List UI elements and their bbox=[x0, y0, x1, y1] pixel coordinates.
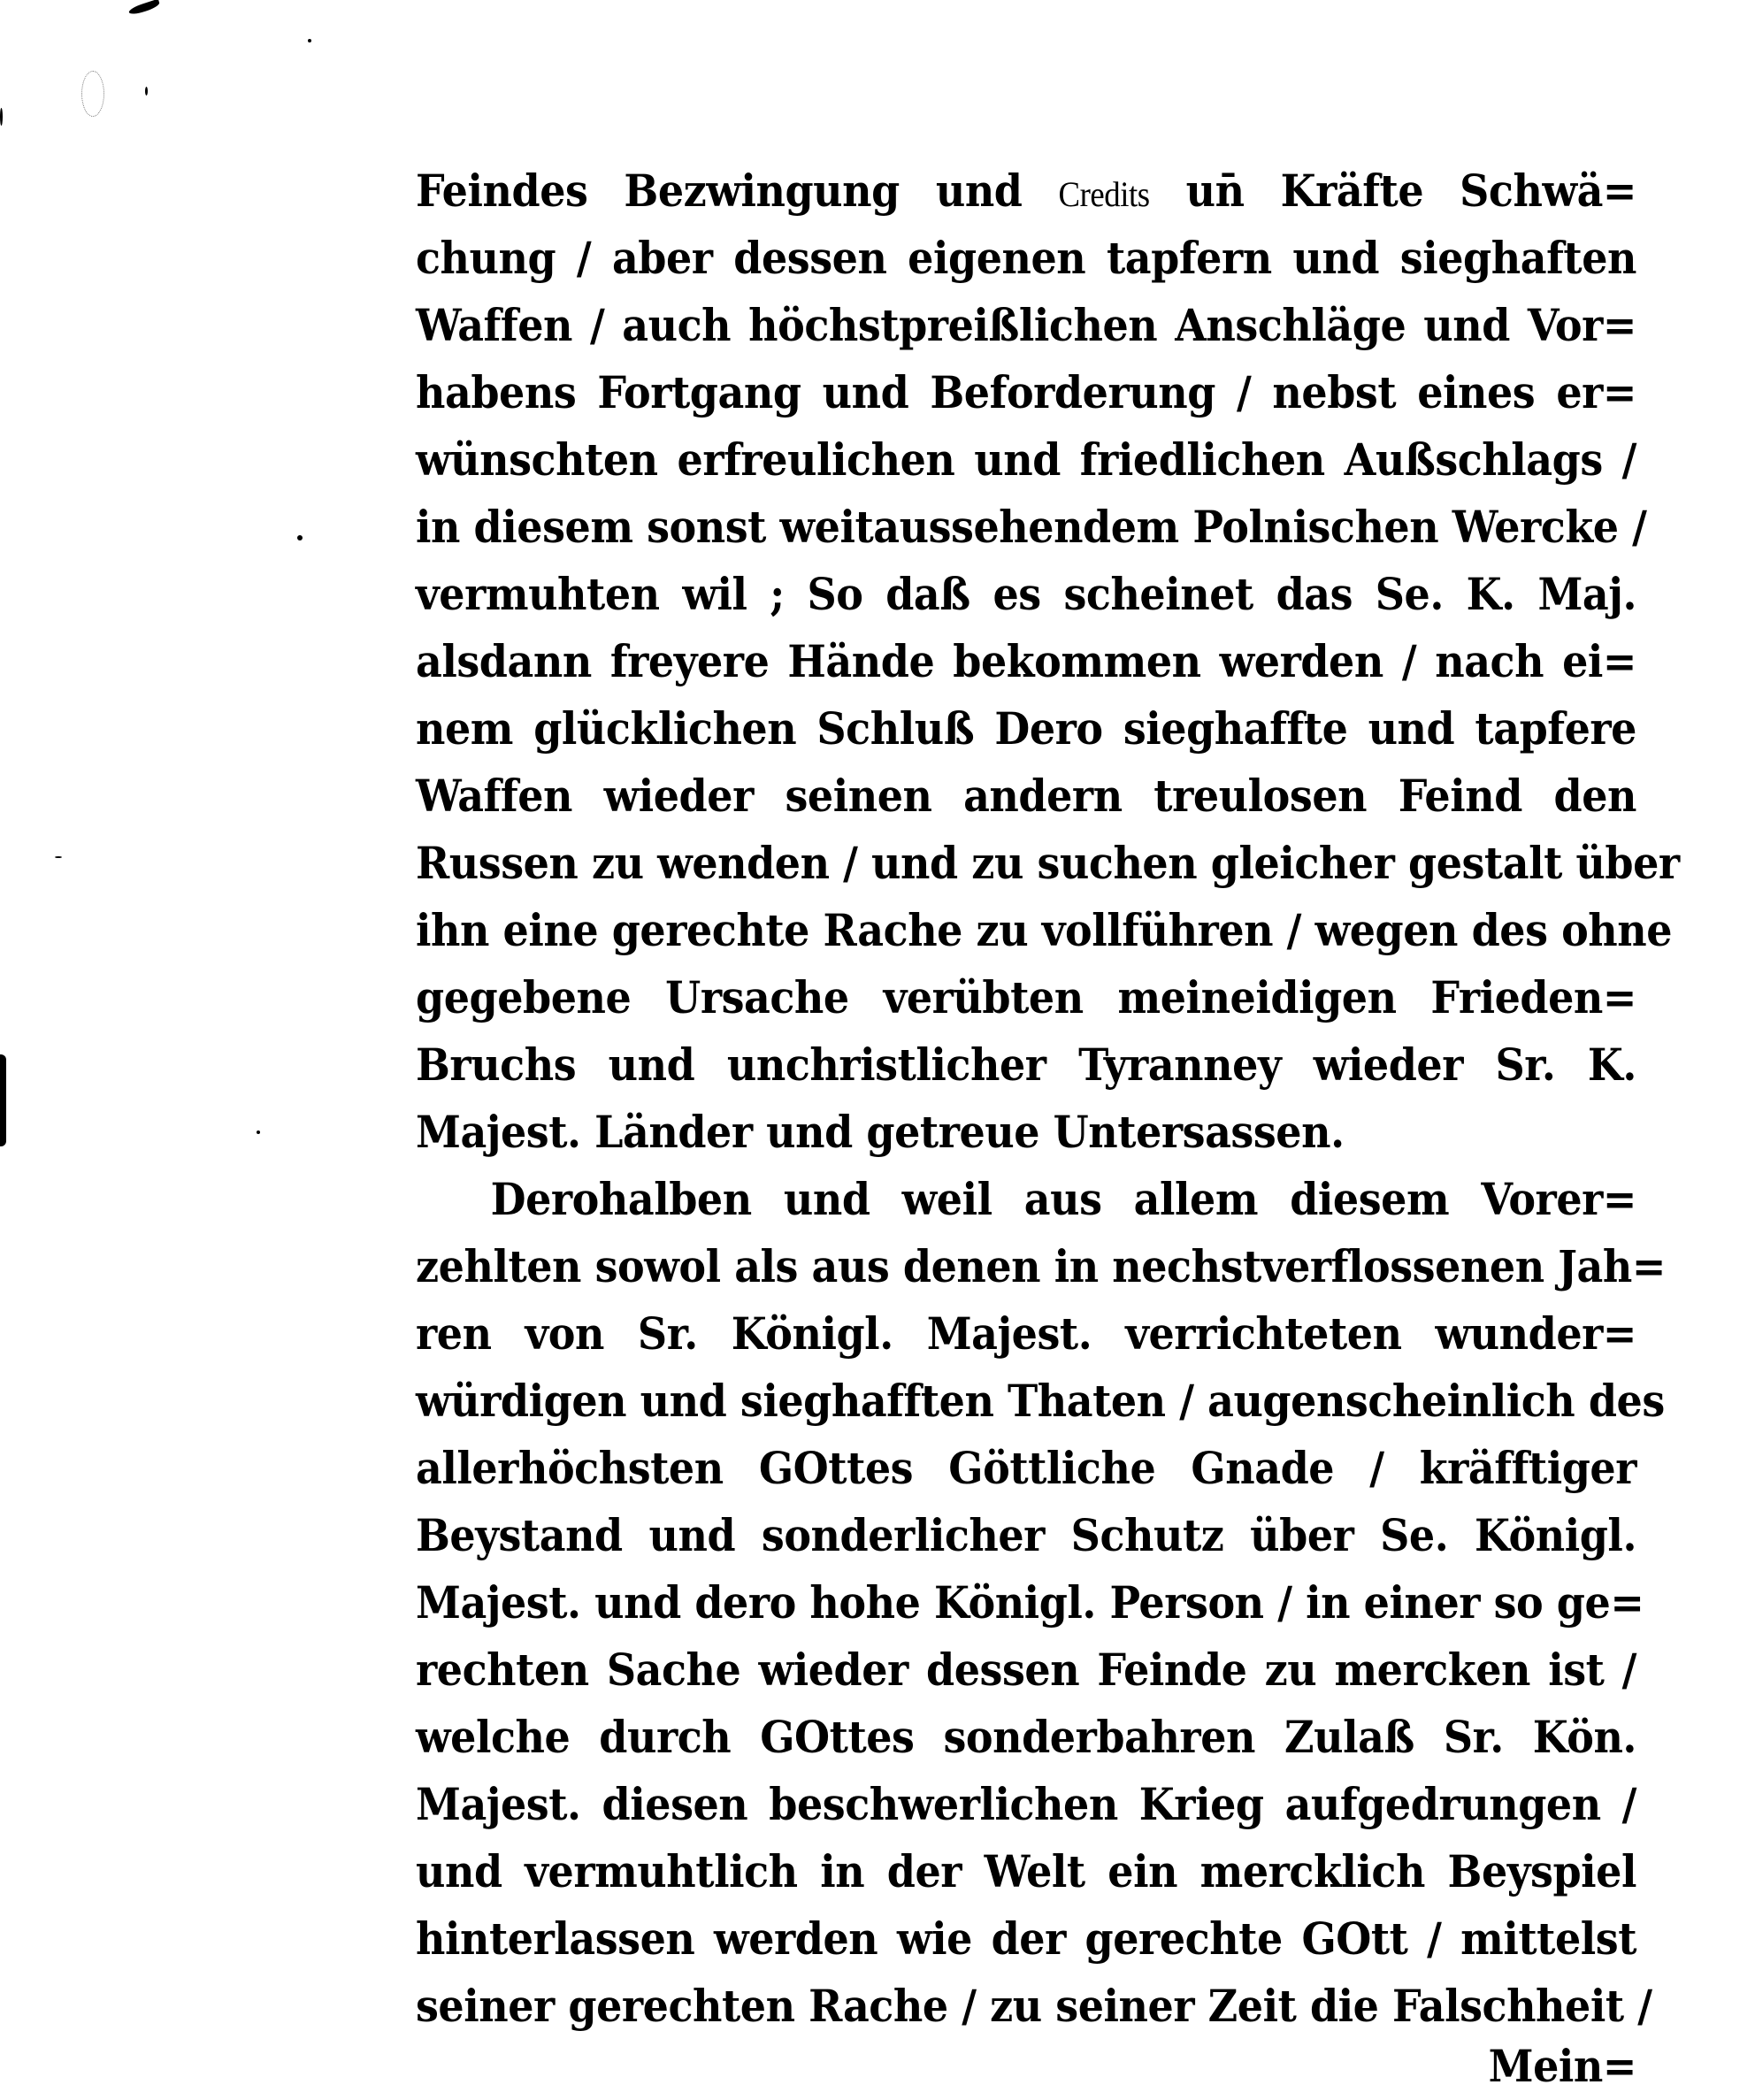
text-line: ihn eine gerechte Rache zu vollführen / wegen des ohne bbox=[416, 904, 1673, 956]
text-line: würdigen und sieghafften Thaten / augenscheinlich des bbox=[416, 1375, 1665, 1427]
text-line: welche durch GOttes sonderbahren Zulaß Sr. Kön. bbox=[416, 1711, 1636, 1763]
text-line: und vermuhtlich in der Welt ein mercklich Beyspiel bbox=[416, 1845, 1636, 1897]
text-line: Russen zu wenden / und zu suchen gleicher gestalt über bbox=[416, 837, 1680, 889]
text-line: Feindes Bezwingung und Credits un̄ Kräfte Schwä= bbox=[416, 165, 1637, 217]
text-line: seiner gerechten Rache / zu seiner Zeit die Falschheit / bbox=[416, 1980, 1652, 2032]
paragraph-end-line: Majest. Länder und getreue Untersassen. bbox=[416, 1106, 1345, 1158]
text-line: Bruchs und unchristlicher Tyranney wieder Sr. K. bbox=[416, 1039, 1636, 1091]
catchword: Mein= bbox=[1488, 2040, 1636, 2092]
text-line: in diesem sonst weitaussehendem Polnischen Wercke / bbox=[416, 501, 1647, 553]
latin-word: Credits bbox=[1058, 174, 1150, 214]
text-line: wünschten erfreulichen und friedlichen Außschlags / bbox=[416, 433, 1636, 486]
text-line: Majest. diesen beschwerlichen Krieg aufgedrungen / bbox=[416, 1778, 1636, 1830]
text-line: vermuhten wil ; So daß es scheinet das Se. K. Maj. bbox=[416, 568, 1636, 620]
speck-mark bbox=[145, 87, 148, 96]
text-line: nem glücklichen Schluß Dero sieghaffte und tapfere bbox=[416, 702, 1636, 755]
speck-mark bbox=[55, 856, 62, 858]
text-line: Waffen wieder seinen andern treulosen Feind den bbox=[416, 770, 1636, 822]
text-line: zehlten sowol als aus denen in nechstverflossenen Jah= bbox=[416, 1240, 1666, 1292]
text-line: gegebene Ursache verübten meineidigen Frieden= bbox=[416, 971, 1636, 1023]
ink-smudge-mark bbox=[127, 0, 160, 16]
speck-mark bbox=[257, 1130, 260, 1134]
text-line: ren von Sr. Königl. Majest. verrichteten wunder= bbox=[416, 1307, 1636, 1360]
text-line: Majest. und dero hohe Königl. Person / in einer so ge= bbox=[416, 1576, 1644, 1629]
paragraph-start-line: Derohalben und weil aus allem diesem Vorer= bbox=[490, 1173, 1636, 1225]
text-line: hinterlassen werden wie der gerechte GOtt / mittelst bbox=[416, 1912, 1636, 1965]
text-line: rechten Sache wieder dessen Feinde zu mercken ist / bbox=[416, 1644, 1636, 1696]
text-line: Beystand und sonderlicher Schutz über Se. Königl. bbox=[416, 1509, 1636, 1561]
faint-bleed-through-mark bbox=[81, 71, 104, 117]
text-line: chung / aber dessen eigenen tapfern und sieghaften bbox=[416, 232, 1636, 284]
page-edge-shadow bbox=[0, 1054, 6, 1146]
text-line: allerhöchsten GOttes Göttliche Gnade / kräfftiger bbox=[416, 1442, 1636, 1494]
text-line: habens Fortgang und Beforderung / nebst eines er= bbox=[416, 366, 1636, 418]
page-edge-mark bbox=[0, 108, 3, 126]
text-line: alsdann freyere Hände bekommen werden / nach ei= bbox=[416, 635, 1636, 687]
speck-mark bbox=[297, 535, 303, 540]
speck-mark bbox=[308, 39, 311, 42]
text-line: Waffen / auch höchstpreißlichen Anschläge und Vor= bbox=[416, 299, 1636, 351]
